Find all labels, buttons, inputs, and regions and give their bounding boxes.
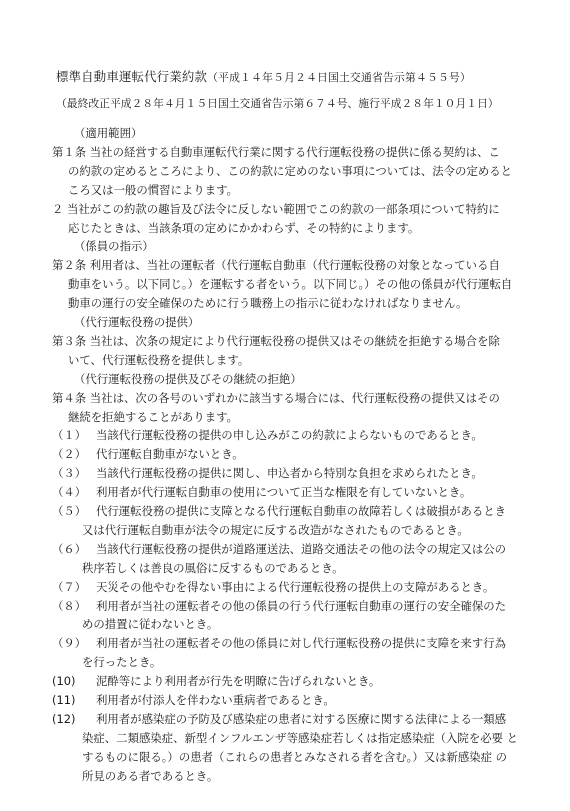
list-item — [52, 636, 506, 651]
list-item-text: 当該代行運転役務の提供の申し込みがこの約款によらないものであるとき。 — [96, 428, 483, 443]
section-heading: （代行運転役務の提供） — [74, 315, 200, 329]
section-heading: （適用範囲） — [74, 126, 143, 140]
list-item-number: （１） — [52, 428, 87, 443]
article-continuation: 応じたときは、当該条項の定めにかかわらず、その特約によります。 — [68, 220, 420, 235]
section-heading: （係員の指示） — [74, 239, 154, 254]
list-item-text: 利用者が当社の運転者その他の係員に対し代行運転役務の提供に支障を来す行為 — [96, 636, 507, 651]
list-item-number: （４） — [52, 485, 87, 500]
list-item — [52, 580, 494, 595]
title-text: 標準自動車運転代行業約款 — [56, 69, 208, 84]
list-item-number: (10) — [52, 674, 76, 689]
list-item-continuation: 秩序若しくは善良の風俗に反するものであるとき。 — [82, 560, 344, 575]
list-item — [52, 428, 483, 443]
list-item-continuation: 所見のある者であるとき。 — [82, 768, 219, 783]
list-item-continuation: を行ったとき。 — [82, 655, 162, 670]
list-item — [52, 599, 506, 614]
list-item-text: 利用者が感染症の予防及び感染症の患者に対する医療に関する法律による一類感 — [96, 711, 507, 726]
list-item-continuation: 又は代行運転自動車が法令の規定に反する改造がなされたものであるとき。 — [82, 522, 469, 537]
list-item-number: （３） — [52, 466, 87, 481]
article-continuation: 継続を拒絶することがあります。 — [68, 409, 238, 424]
list-item-text: 代行運転自動車がないとき。 — [96, 447, 244, 462]
article-continuation: ころ又は一般の慣習によります。 — [68, 182, 238, 197]
article-line: 第４条 当社は、次の各号のいずれかに該当する場合には、代行運転役務の提供又はその — [52, 390, 500, 405]
list-item-number: (12) — [52, 711, 76, 726]
list-item — [52, 466, 483, 481]
list-item — [52, 542, 506, 557]
article-line: ２ 当社がこの約款の趣旨及び法令に反しない範囲でこの約款の一部条項について特約に — [52, 201, 500, 216]
list-item-number: （６） — [52, 541, 87, 556]
list-item-text: 利用者が代行運転自動車の使用について正当な権限を有していないとき。 — [96, 485, 472, 500]
list-item-text: 利用者が付添人を伴わない重病者であるとき。 — [96, 693, 335, 707]
article-continuation: いて、代行運転役務を提供します。 — [68, 352, 250, 367]
list-item-text: 当該代行運転役務の提供に関し、申込者から特別な負担を求められたとき。 — [96, 466, 483, 481]
list-item-continuation: 染症、二類感染症、新型インフルエンザ等感染症若しくは指定感染症（入院を必要 と — [82, 730, 519, 745]
list-item-text: 当該代行運転役務の提供が道路運送法、道路交通法その他の法令の規定又は公の — [96, 541, 507, 556]
list-item — [52, 447, 244, 462]
article-continuation: の約款の定めるところにより、この約款に定めのない事項については、法令の定めると — [68, 163, 513, 178]
section-heading: （代行運転役務の提供及びその継続の拒絶） — [74, 371, 302, 386]
list-item — [52, 712, 506, 727]
article-line: 第３条 当社は、次条の規定により代行運転役務の提供又はその継続を拒絶する場合を除 — [52, 333, 500, 348]
list-item-continuation: するものに限る。）の患者（これらの患者とみなされる者を含む。）又は新感染症 の — [82, 749, 508, 764]
article-continuation: 動車をいう。以下同じ。）を運転する者をいう。以下同じ。）その他の係員が代行運転自 — [68, 277, 513, 292]
list-item-number: （５） — [52, 504, 87, 518]
article-line: 第２条 利用者は、当社の運転者（代行運転自動車（代行運転役務の対象となっている自 — [52, 258, 500, 273]
list-item — [52, 504, 506, 519]
article-line: 第１条 当社の経営する自動車運転代行業に関する代行運転役務の提供に係る契約は、こ — [52, 144, 500, 159]
list-item-text: 利用者が当社の運転者その他の係員の行う代行運転自動車の運行の安全確保のた — [96, 598, 507, 613]
document-title — [56, 67, 471, 85]
title-notice: （平成１４年５月２４日国土交通省告示第４５５号） — [207, 71, 472, 84]
list-item-text: 天災その他やむを得ない事由による代行運転役務の提供上の支障があるとき。 — [96, 579, 495, 594]
list-item-text: 泥酔等により利用者が行先を明瞭に告げられないとき。 — [96, 674, 381, 689]
list-item — [52, 674, 380, 689]
article-continuation: 動車の運行の安全確保のために行う職務上の指示に従わなければなりません。 — [68, 296, 468, 311]
list-item-number: （９） — [52, 636, 87, 651]
list-item-number: (11) — [52, 693, 76, 707]
list-item-number: （７） — [52, 579, 87, 594]
list-item-continuation: めの措置に従わないとき。 — [82, 617, 219, 632]
list-item-text: 代行運転役務の提供に支障となる代行運転自動車の故障若しくは破損があるとき — [96, 504, 507, 518]
revision-note: （最終改正平成２８年４月１５日国土交通省告示第６７４号、施行平成２８年１０月１日） — [56, 97, 499, 110]
list-item — [52, 485, 471, 500]
list-item-number: （２） — [52, 447, 87, 462]
list-item-number: （８） — [52, 598, 87, 613]
list-item — [52, 693, 335, 708]
